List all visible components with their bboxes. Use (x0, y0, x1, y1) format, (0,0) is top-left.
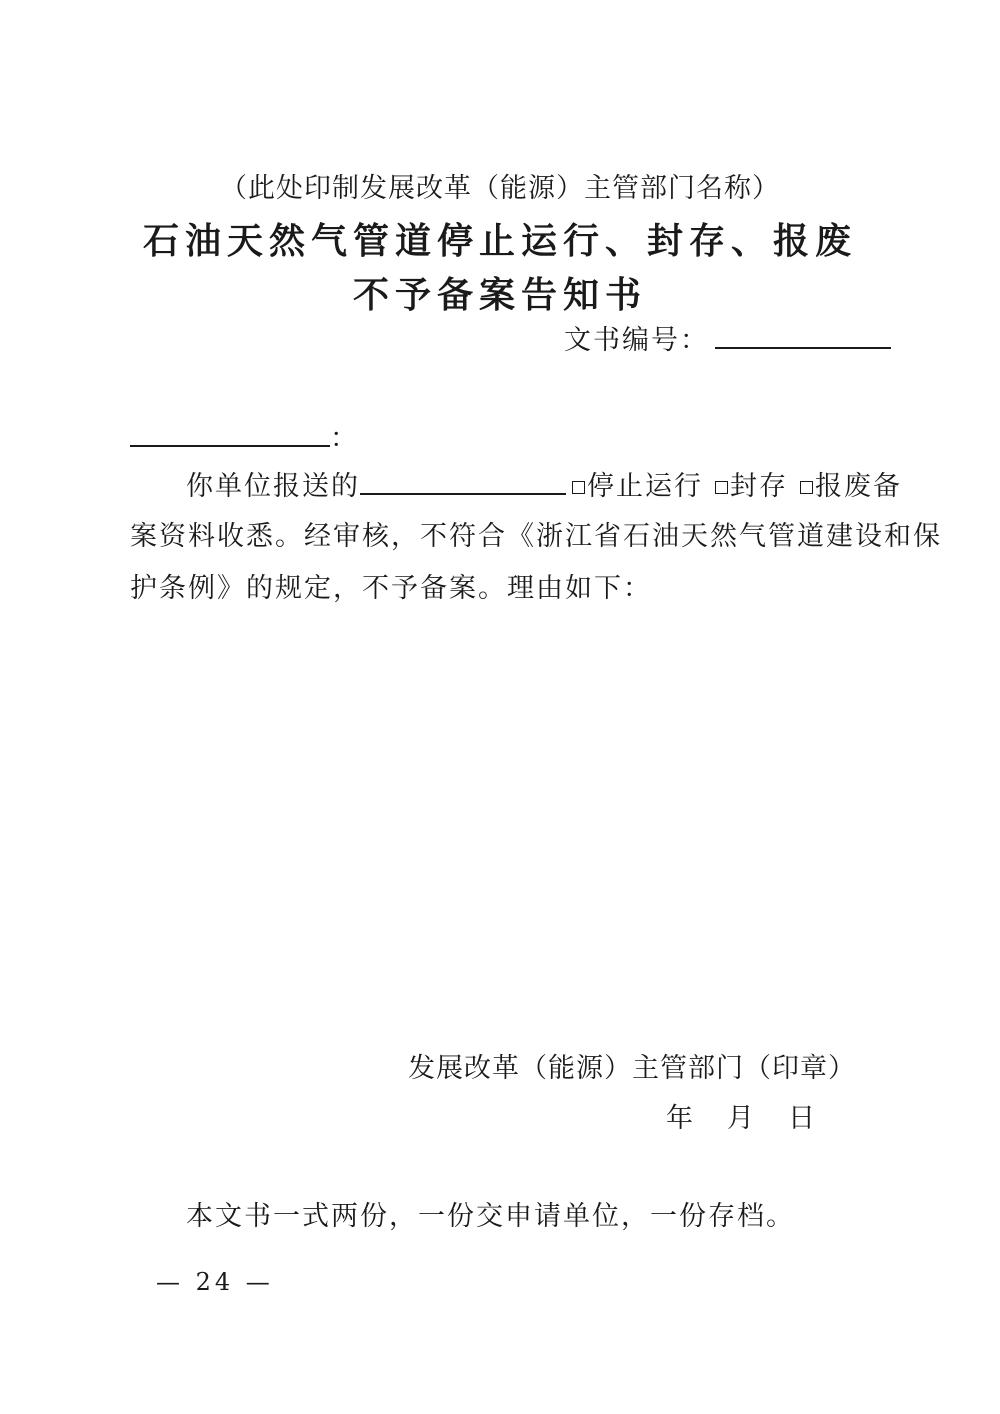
page-number: — 24 — (156, 1268, 274, 1296)
addressee (130, 416, 357, 455)
scrap-checkbox[interactable] (800, 481, 813, 494)
body-paragraph-line-2: 案资料收悉。经审核，不符合《浙江省石油天然气管道建设和保 (130, 521, 942, 552)
seal-checkbox[interactable] (715, 481, 728, 494)
stop-operation-checkbox[interactable] (572, 481, 585, 494)
body-prefix: 你单位报送的 (186, 471, 360, 502)
document-number (564, 318, 891, 357)
body-paragraph-line-1 (186, 464, 902, 503)
date-day: 日 (788, 1103, 815, 1134)
signature-date (666, 1096, 849, 1135)
issuer-placeholder: （此处印制发展改革（能源）主管部门名称） (220, 173, 780, 204)
document-title-line-1: 石油天然气管道停止运行、封存、报废 (142, 221, 857, 262)
stop-operation-label: 停止运行 (587, 471, 703, 502)
addressee-colon: ： (330, 423, 357, 454)
document-number-field[interactable] (715, 321, 891, 349)
document-title-line-2: 不予备案告知书 (352, 275, 647, 316)
project-name-field[interactable] (360, 469, 566, 495)
issuing-authority-seal: 发展改革（能源）主管部门（印章） (408, 1053, 856, 1084)
seal-label: 封存 (730, 471, 788, 502)
document-number-label: 文书编号： (564, 325, 709, 356)
body-paragraph-line-3: 护条例》的规定，不予备案。理由如下： (130, 573, 652, 604)
copies-note: 本文书一式两份，一份交申请单位，一份存档。 (186, 1201, 795, 1232)
body-suffix: 备 (873, 471, 902, 502)
date-month: 月 (727, 1103, 754, 1134)
scrap-label: 报废 (815, 471, 873, 502)
addressee-field[interactable] (130, 421, 330, 447)
date-year: 年 (666, 1103, 693, 1134)
